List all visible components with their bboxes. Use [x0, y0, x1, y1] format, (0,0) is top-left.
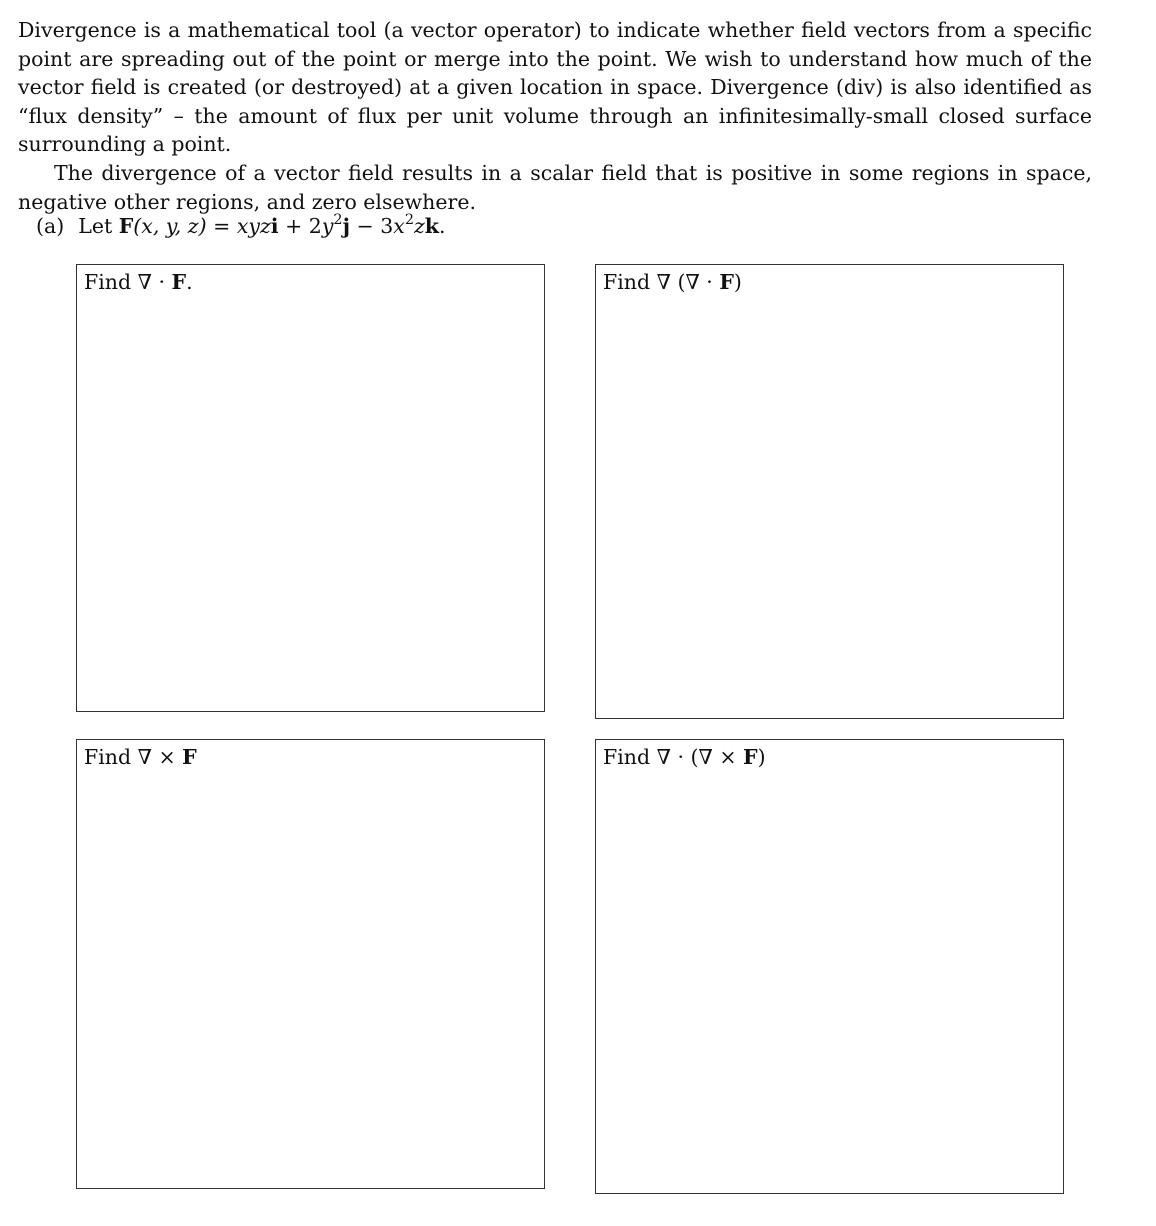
prompt-operator: ∇ · (∇ × — [650, 745, 744, 769]
answer-box-gradient-of-divergence[interactable] — [595, 264, 1064, 719]
unit-vector-i: i — [270, 214, 279, 238]
term-xyz: xyz — [236, 214, 271, 238]
intro-paragraph-1: Divergence is a mathematical tool (a vector operator) to indicate whether field vectors from a specific point are spreading out of the point or merge into the point. We wish to understand how much of the vector field is created (or destroyed) at a given location in space. Divergence (div) is also identified as “flux density” – the amount of flux per unit volume through an infinitesimally-small closed surface surrounding a point. — [18, 18, 1092, 157]
prompt-field: F — [719, 270, 734, 294]
unit-vector-k: k — [424, 214, 439, 238]
part-a-statement — [36, 212, 446, 240]
var-z: z — [413, 214, 425, 238]
plus-coefficient: + 2 — [278, 214, 322, 238]
var-y: y — [321, 214, 334, 238]
answer-box-divergence-of-curl[interactable] — [595, 739, 1064, 1194]
unit-vector-j: j — [342, 214, 350, 238]
answer-box-divergence[interactable] — [76, 264, 545, 712]
exponent-y: 2 — [333, 211, 343, 228]
part-a-lead: Let — [78, 214, 113, 238]
prompt-find: Find — [603, 270, 651, 294]
equals-sign: = — [206, 214, 237, 238]
prompt-find: Find — [603, 745, 651, 769]
answer-box-curl[interactable] — [76, 739, 545, 1189]
part-a-label: (a) — [36, 214, 65, 238]
intro-text — [18, 16, 1092, 216]
prompt-end: . — [186, 270, 193, 294]
answer-box-prompt — [603, 743, 766, 771]
prompt-end: ) — [757, 745, 766, 769]
var-x: x — [393, 214, 405, 238]
exponent-x: 2 — [404, 211, 414, 228]
minus-coefficient: − 3 — [349, 214, 394, 238]
prompt-find: Find — [84, 270, 132, 294]
prompt-field: F — [182, 745, 197, 769]
intro-paragraph-2: The divergence of a vector field results in a scalar field that is positive in some regions in space, negative other regions, and zero elsewhere. — [18, 160, 1092, 214]
answer-box-prompt — [84, 268, 193, 296]
prompt-find: Find — [84, 745, 132, 769]
prompt-operator: ∇ · — [131, 270, 172, 294]
prompt-field: F — [743, 745, 758, 769]
answer-box-prompt — [84, 743, 197, 771]
vector-field-symbol: F — [118, 214, 134, 238]
statement-period: . — [438, 214, 446, 238]
field-arguments: (x, y, z) — [133, 214, 207, 238]
prompt-operator: ∇ × — [131, 745, 183, 769]
prompt-end: ) — [733, 270, 742, 294]
prompt-operator: ∇ (∇ · — [650, 270, 720, 294]
answer-box-prompt — [603, 268, 742, 296]
prompt-field: F — [171, 270, 187, 294]
